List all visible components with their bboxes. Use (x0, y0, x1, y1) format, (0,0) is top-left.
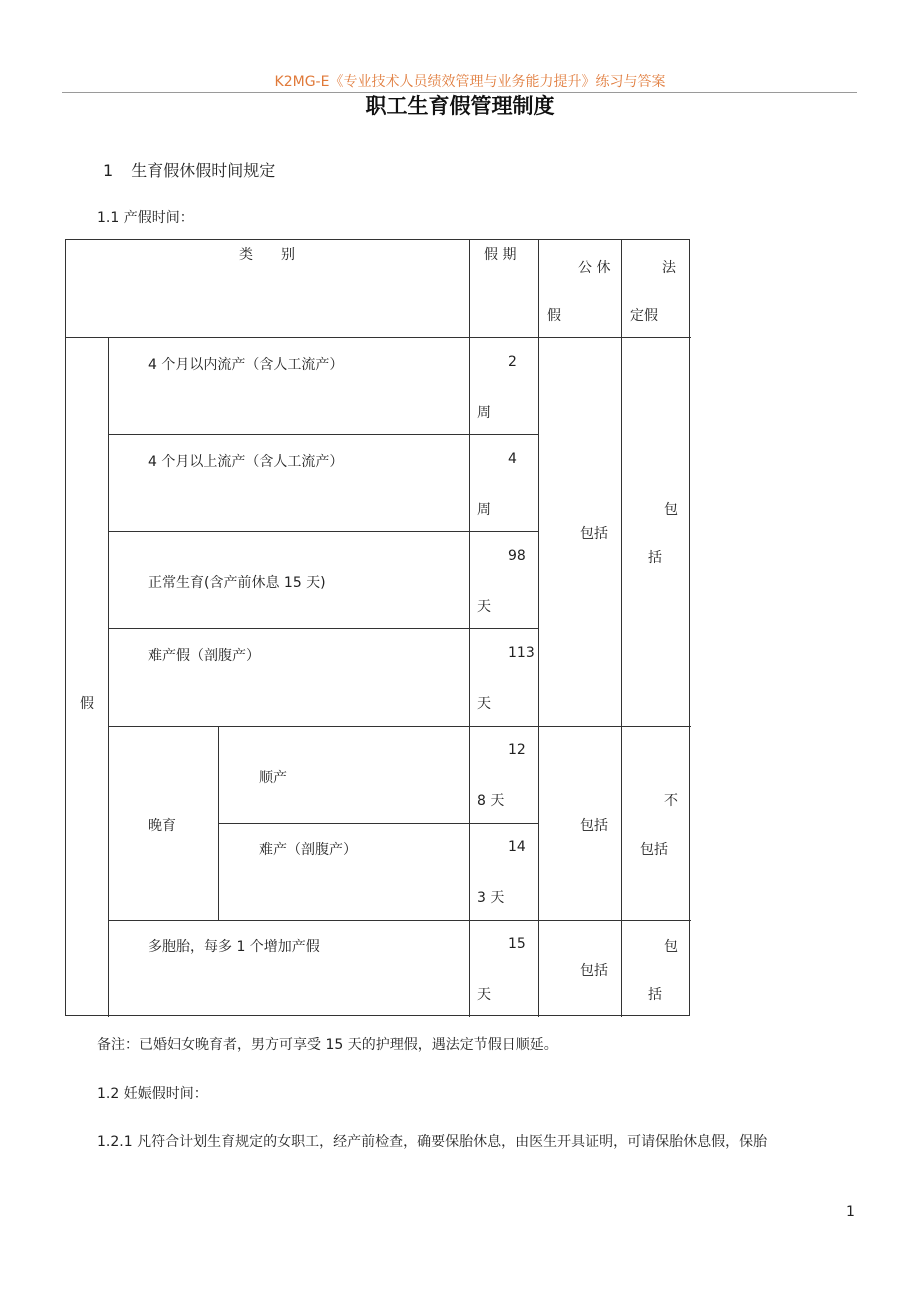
group-public-holiday: 包括 (580, 818, 608, 834)
paragraph-1-2-1: 1.2.1 凡符合计划生育规定的女职工，经产前检查，确要保胎休息，由医生开具证明，可请保胎休息假，保胎 (97, 1134, 768, 1150)
row-period: 4 (508, 451, 517, 467)
row-period: 14 (508, 839, 526, 855)
row-period-unit: 天 (477, 696, 491, 712)
group-public-holiday: 包括 (580, 963, 608, 979)
group-public-holiday: 包括 (580, 526, 608, 542)
late-birth-label: 晚育 (148, 818, 176, 834)
row-category: 难产假（剖腹产） (148, 648, 260, 664)
group-legal-holiday-2: 括 (648, 987, 662, 1003)
row-period-unit: 8 天 (477, 793, 505, 809)
row-category: 难产（剖腹产） (259, 842, 357, 858)
group-legal-holiday: 不 (664, 793, 678, 809)
row-period-unit: 周 (477, 502, 491, 518)
section-number: 1 (103, 161, 114, 180)
group-legal-holiday-2: 包括 (640, 842, 668, 858)
document-title: 职工生育假管理制度 (365, 94, 555, 118)
header-legal-holiday-2: 定假 (630, 308, 658, 324)
group-legal-holiday: 包 (664, 502, 678, 518)
table-note: 备注：已婚妇女晚育者，男方可享受 15 天的护理假，遇法定节假日顺延。 (97, 1037, 558, 1053)
group-legal-holiday-2: 括 (648, 550, 662, 566)
row-category: 多胞胎，每多 1 个增加产假 (148, 939, 320, 955)
subsection-heading-1-2: 1.2 妊娠假时间： (97, 1086, 208, 1102)
row-period: 98 (508, 548, 526, 564)
subsection-heading-1-1: 1.1 产假时间： (97, 210, 194, 226)
maternity-leave-table (65, 239, 690, 1016)
row-category: 4 个月以上流产（含人工流产） (148, 454, 344, 470)
row-category: 4 个月以内流产（含人工流产） (148, 357, 344, 373)
row-period-unit: 周 (477, 405, 491, 421)
header-public-holiday: 公 休 (578, 260, 611, 276)
row-period-unit: 3 天 (477, 890, 505, 906)
row-category: 正常生育(含产前休息 15 天) (148, 575, 326, 591)
header-legal-holiday: 法 (662, 260, 676, 276)
page-number: 1 (846, 1204, 855, 1220)
section-heading (103, 158, 275, 181)
header-category: 类 别 (239, 247, 295, 263)
row-period: 2 (508, 354, 517, 370)
left-label: 假 (80, 696, 94, 712)
row-period-unit: 天 (477, 599, 491, 615)
row-period: 113 (508, 645, 535, 661)
row-period: 15 (508, 936, 526, 952)
row-period-unit: 天 (477, 987, 491, 1003)
header-period: 假 期 (484, 247, 517, 263)
row-period: 12 (508, 742, 526, 758)
group-legal-holiday: 包 (664, 939, 678, 955)
row-category: 顺产 (259, 770, 287, 786)
header-public-holiday-2: 假 (547, 308, 561, 324)
page-header: K2MG-E《专业技术人员绩效管理与业务能力提升》练习与答案 (274, 74, 666, 90)
section-title: 生育假休假时间规定 (131, 161, 276, 180)
